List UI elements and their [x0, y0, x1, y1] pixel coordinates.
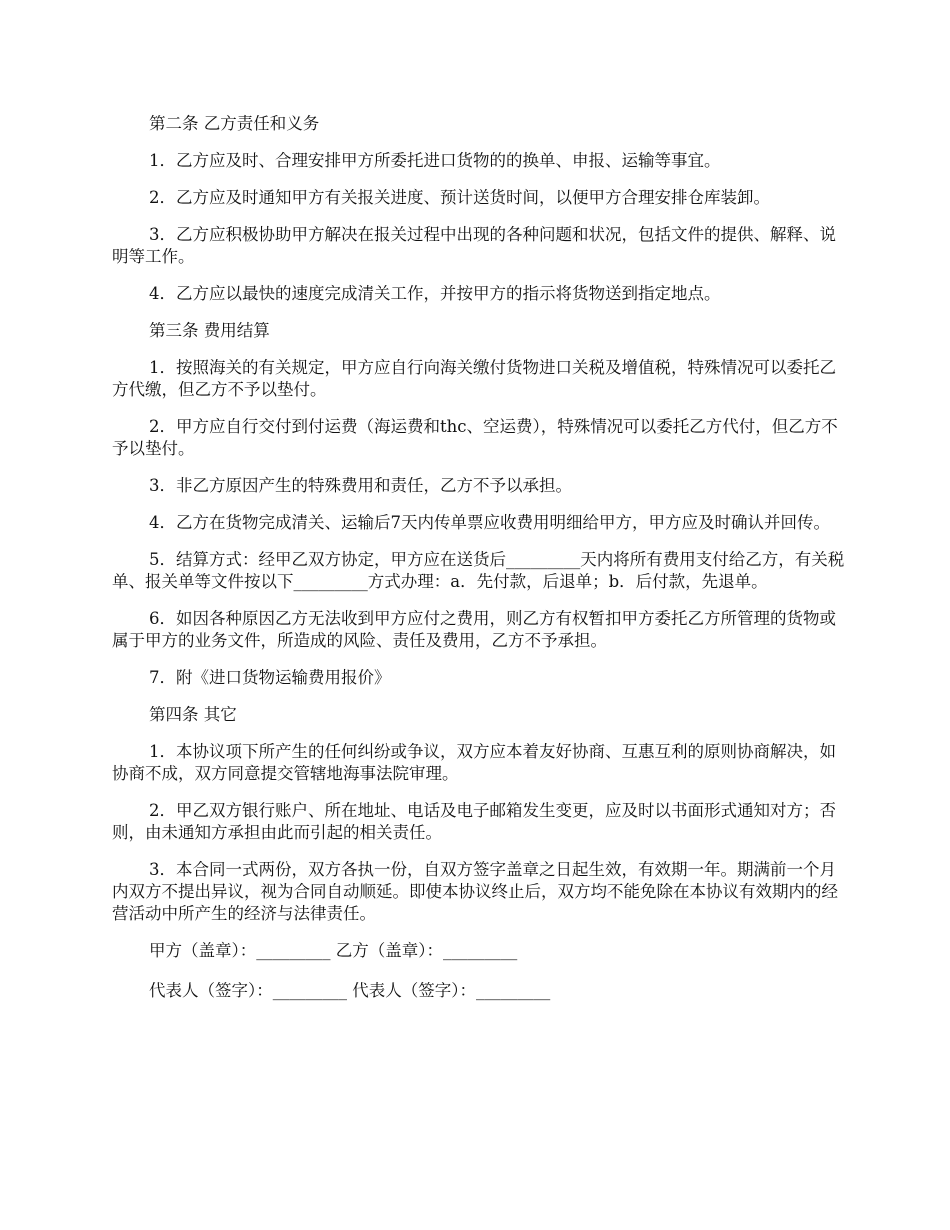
- representative-signature-line: 代表人（签字）：_________ 代表人（签字）：_________: [149, 981, 551, 1000]
- article-4-item-3: 3．本合同一式两份，双方各执一份，自双方签字盖章之日起生效，有效期一年。期满前一个月内双方不提出异议，视为合同自动顺延。即使本协议终止后，双方均不能免除在本协议有效期内的经营活动中所产生的经济与法律责任。: [112, 860, 838, 923]
- article-2-item-1: 1．乙方应及时、合理安排甲方所委托进口货物的的换单、申报、运输等事宜。: [149, 151, 721, 170]
- section-heading-article-3: 第三条 费用结算: [149, 321, 270, 340]
- article-3-item-3: 3．非乙方原因产生的特殊费用和责任，乙方不予以承担。: [149, 476, 572, 495]
- article-3-item-1: 1．按照海关的有关规定，甲方应自行向海关缴付货物进口关税及增值税，特殊情况可以委托乙方代缴，但乙方不予以垫付。: [112, 358, 836, 399]
- article-3-item-4: 4．乙方在货物完成清关、运输后7天内传单票应收费用明细给甲方，甲方应及时确认并回传。: [149, 513, 830, 532]
- section-heading-article-2: 第二条 乙方责任和义务: [149, 114, 320, 133]
- seal-signature-line: 甲方（盖章）：_________ 乙方（盖章）：_________: [149, 941, 518, 960]
- contract-body: [112, 113, 850, 1020]
- article-2-item-2: 2．乙方应及时通知甲方有关报关进度、预计送货时间，以便甲方合理安排仓库装卸。: [149, 188, 770, 207]
- section-heading-article-4: 第四条 其它: [149, 705, 237, 724]
- article-3-item-6: 6．如因各种原因乙方无法收到甲方应付之费用，则乙方有权暂扣甲方委托乙方所管理的货物或属于甲方的业务文件，所造成的风险、责任及费用，乙方不予承担。: [112, 609, 836, 650]
- article-4-item-1: 1．本协议项下所产生的任何纠纷或争议，双方应本着友好协商、互惠互利的原则协商解决，如协商不成，双方同意提交管辖地海事法院审理。: [112, 742, 836, 783]
- article-4-item-2: 2．甲乙双方银行账户、所在地址、电话及电子邮箱发生变更，应及时以书面形式通知对方；否则，由未通知方承担由此而引起的相关责任。: [112, 801, 836, 842]
- article-3-item-2: 2．甲方应自行交付到付运费（海运费和thc、空运费），特殊情况可以委托乙方代付，但乙方不予以垫付。: [112, 417, 838, 458]
- article-2-item-4: 4．乙方应以最快的速度完成清关工作，并按甲方的指示将货物送到指定地点。: [149, 284, 721, 303]
- article-3-item-7: 7．附《进口货物运输费用报价》: [149, 668, 391, 687]
- article-2-item-3: 3．乙方应积极协助甲方解决在报关过程中出现的各种问题和状况，包括文件的提供、解释、说明等工作。: [112, 225, 836, 266]
- article-3-item-5: 5．结算方式：经甲乙双方协定，甲方应在送货后_________天内将所有费用支付给乙方，有关税单、报关单等文件按以下_________方式办理：a．先付款，后退单；b．后付款，先退单。: [112, 550, 845, 591]
